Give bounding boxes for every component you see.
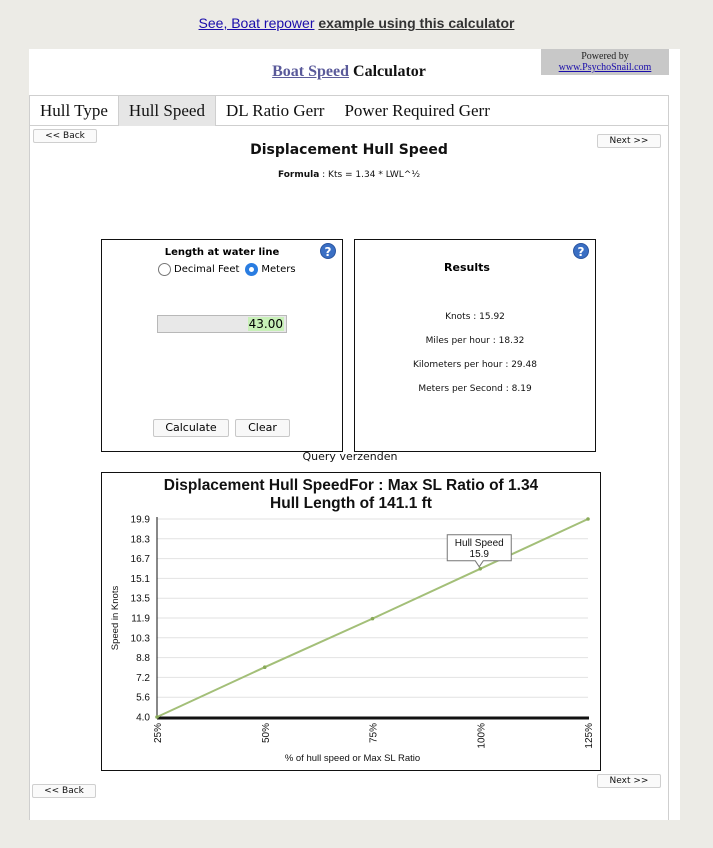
unit-radio-group <box>158 263 296 276</box>
tab-bar <box>30 96 668 126</box>
powered-by-label: Powered by <box>581 51 629 62</box>
result-mph: Miles per hour : 18.32 <box>425 336 525 346</box>
example-text[interactable]: example using this calculator <box>318 15 515 31</box>
y-tick-label: 18.3 <box>130 534 150 546</box>
chart-plot <box>102 473 600 770</box>
callout-label: Hull Speed <box>454 537 504 549</box>
x-axis-label: % of hull speed or Max SL Ratio <box>284 753 421 764</box>
app-title <box>29 63 669 81</box>
next-button-bottom[interactable]: Next >> <box>597 774 661 788</box>
lwl-title: Length at water line <box>164 247 280 258</box>
y-tick-label: 13.5 <box>130 593 150 605</box>
calculator-frame <box>29 95 669 820</box>
clear-button[interactable]: Clear <box>235 419 290 437</box>
results-box <box>354 239 596 452</box>
x-tick-label: 75% <box>368 723 380 744</box>
results-title: Results <box>444 261 490 274</box>
chart-title-line1: Displacement Hull SpeedFor : Max SL Ratio of 1.34 <box>163 477 539 494</box>
radio-meters[interactable] <box>245 263 258 276</box>
psychosnail-link[interactable]: www.PsychoSnail.com <box>558 62 652 73</box>
formula <box>30 170 668 180</box>
tab-hull-type[interactable]: Hull Type <box>40 101 108 120</box>
result-knots: Knots : 15.92 <box>445 312 505 322</box>
help-icon[interactable]: ? <box>320 243 336 259</box>
data-point <box>586 517 590 521</box>
repower-example-link <box>0 15 713 31</box>
radio-decimal-feet-label: Decimal Feet <box>174 264 240 275</box>
y-tick-label: 11.9 <box>131 613 150 625</box>
app-title-rest: Calculator <box>353 63 426 80</box>
data-point <box>263 665 267 669</box>
formula-text: : Kts = 1.34 * LWL^½ <box>319 170 421 180</box>
query-submit[interactable]: Query verzenden <box>302 450 398 463</box>
y-tick-label: 19.9 <box>130 514 150 526</box>
calculator-panel <box>29 49 680 820</box>
result-mps: Meters per Second : 8.19 <box>418 384 532 394</box>
lwl-input-box <box>101 239 343 452</box>
lwl-input[interactable] <box>157 315 287 333</box>
result-kmh: Kilometers per hour : 29.48 <box>413 360 537 370</box>
y-tick-label: 5.6 <box>136 692 150 704</box>
x-tick-label: 25% <box>153 723 164 744</box>
y-tick-label: 8.8 <box>136 653 150 665</box>
back-button-top[interactable]: << Back <box>33 129 97 143</box>
data-point <box>371 617 375 621</box>
x-tick-label: 100% <box>476 723 488 749</box>
calculate-button[interactable]: Calculate <box>153 419 229 437</box>
tab-power-required-gerr[interactable]: Power Required Gerr <box>344 101 490 120</box>
x-tick-label: 50% <box>260 723 272 744</box>
tab-hull-speed[interactable]: Hull Speed <box>118 96 216 126</box>
y-tick-label: 4.0 <box>136 712 150 724</box>
help-icon[interactable]: ? <box>573 243 589 259</box>
callout-value: 15.9 <box>469 548 489 560</box>
y-tick-label: 7.2 <box>136 672 150 684</box>
back-button-bottom[interactable]: << Back <box>32 784 96 798</box>
radio-meters-label: Meters <box>261 264 296 275</box>
chart-title-line2: Hull Length of 141.1 ft <box>270 495 432 512</box>
y-tick-label: 10.3 <box>130 633 150 645</box>
data-point <box>478 567 482 571</box>
page-title: Displacement Hull Speed <box>250 142 448 158</box>
radio-decimal-feet[interactable] <box>158 263 171 276</box>
formula-label: Formula <box>277 170 320 180</box>
y-tick-label: 16.7 <box>130 554 150 566</box>
hull-speed-chart <box>101 472 601 771</box>
boat-speed-link[interactable]: Boat Speed <box>272 63 350 80</box>
next-button-top[interactable]: Next >> <box>597 134 661 148</box>
y-axis-label: Speed in Knots <box>110 585 121 651</box>
data-point <box>155 715 159 719</box>
tab-dl-ratio-gerr[interactable]: DL Ratio Gerr <box>225 101 325 120</box>
x-tick-label: 125% <box>584 723 595 749</box>
lwl-input-value: 43.00 <box>248 317 283 331</box>
y-tick-label: 15.1 <box>130 573 150 585</box>
boat-repower-link[interactable]: See, Boat repower <box>198 15 315 31</box>
